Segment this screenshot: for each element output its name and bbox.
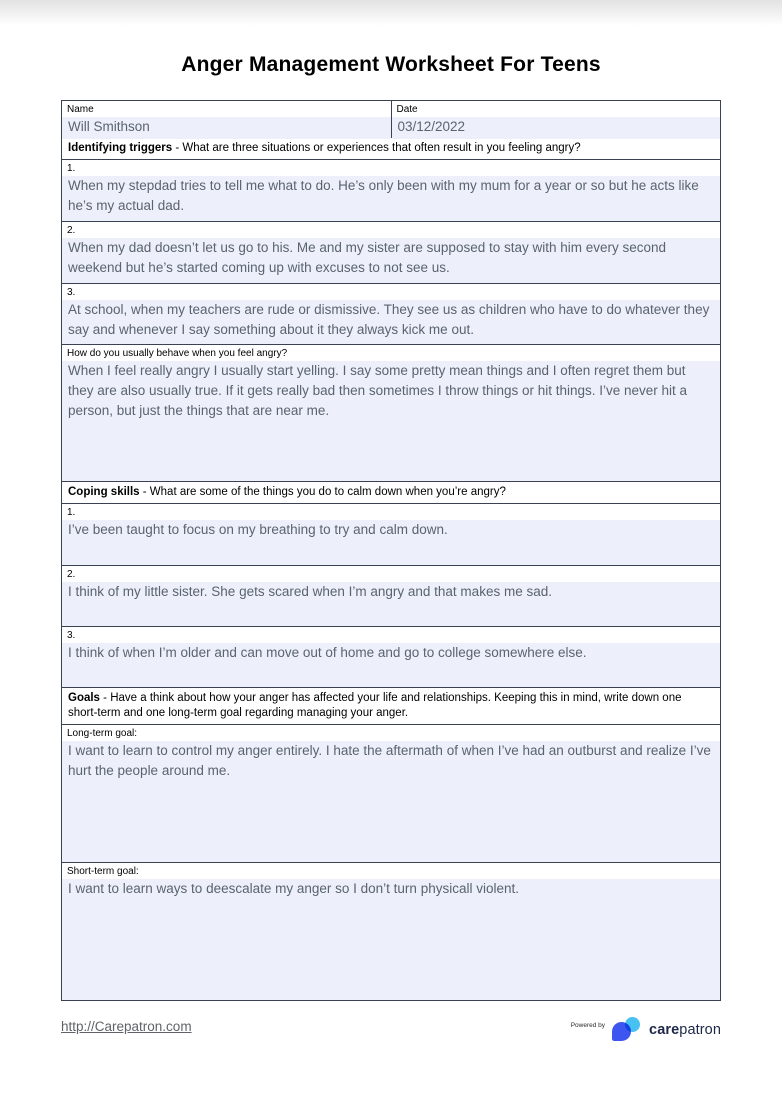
worksheet-table: [61, 100, 721, 1001]
behavior-question-label: How do you usually behave when you feel angry?: [62, 345, 720, 361]
behavior-answer[interactable]: When I feel really angry I usually start yelling. I say some pretty mean things and I often regret them but they are also usually true. If it gets really bad then sometimes I throw things or hit things. I’ve never hit a person, but just the things that are near me.: [62, 361, 720, 481]
coping-item-3: [62, 626, 720, 687]
trigger-item-2: [62, 221, 720, 283]
trigger-item-2-answer[interactable]: When my dad doesn’t let us go to his. Me and my sister are supposed to stay with him every second weekend but he’s started coming up with excuses to not see us.: [62, 238, 720, 283]
goals-section-title: Goals: [68, 692, 100, 704]
long-term-goal-row: [62, 724, 720, 862]
coping-item-1-answer[interactable]: I’ve been taught to focus on my breathing to try and calm down.: [62, 520, 720, 565]
goals-section-heading: [62, 687, 720, 724]
long-term-goal-label: Long-term goal:: [62, 725, 720, 741]
coping-item-1-number: 1.: [62, 504, 720, 520]
name-field: [62, 101, 392, 137]
coping-item-3-number: 3.: [62, 627, 720, 643]
goals-section-instructions: - Have a think about how your anger has affected your life and relationships. Keeping this in mind, write down one short-term and one long-term goal regarding managing your anger.: [68, 692, 682, 719]
carepatron-logo-icon: [612, 1017, 642, 1041]
coping-item-2: [62, 565, 720, 626]
short-term-goal-row: [62, 862, 720, 1000]
behavior-question-row: [62, 344, 720, 481]
date-field-value[interactable]: 03/12/2022: [392, 117, 721, 139]
carepatron-wordmark: [649, 1022, 721, 1038]
coping-section-title: Coping skills: [68, 486, 140, 498]
trigger-item-1: [62, 159, 720, 221]
long-term-goal-answer[interactable]: I want to learn to control my anger entirely. I hate the aftermath of when I’ve had an outburst and realize I’ve hurt the people around me.: [62, 741, 720, 862]
carepatron-brand: [571, 1017, 721, 1041]
worksheet-title: Anger Management Worksheet For Teens: [181, 53, 601, 76]
coping-item-2-answer[interactable]: I think of my little sister. She gets scared when I’m angry and that makes me sad.: [62, 582, 720, 626]
date-field: [392, 101, 721, 137]
page-footer: [61, 1017, 721, 1047]
trigger-item-3: [62, 283, 720, 344]
trigger-item-1-answer[interactable]: When my stepdad tries to tell me what to do. He’s only been with my mum for a year or so but he acts like he’s my actual dad.: [62, 176, 720, 221]
carepatron-link[interactable]: http://Carepatron.com: [61, 1019, 192, 1034]
trigger-item-2-number: 2.: [62, 222, 720, 238]
date-field-label: Date: [392, 101, 721, 117]
name-field-label: Name: [62, 101, 391, 117]
coping-section-question: - What are some of the things you do to calm down when you’re angry?: [139, 486, 506, 498]
short-term-goal-label: Short-term goal:: [62, 863, 720, 879]
worksheet-page: [61, 0, 721, 1047]
coping-item-1: [62, 503, 720, 565]
trigger-item-3-answer[interactable]: At school, when my teachers are rude or dismissive. They see us as children who have to do whatever they say and whenever I say something about it they always kick me out.: [62, 300, 720, 344]
triggers-section-heading: [62, 137, 720, 159]
name-field-value[interactable]: Will Smithson: [62, 117, 391, 139]
wordmark-patron: patron: [679, 1022, 721, 1038]
powered-by-label: Powered by: [570, 1021, 606, 1029]
coping-item-2-number: 2.: [62, 566, 720, 582]
trigger-item-3-number: 3.: [62, 284, 720, 300]
logo-circle-icon: [625, 1017, 640, 1032]
wordmark-care: care: [649, 1022, 680, 1038]
coping-item-3-answer[interactable]: I think of when I’m older and can move out of home and go to college somewhere else.: [62, 643, 720, 687]
triggers-section-question: - What are three situations or experiences that often result in you feeling angry?: [172, 142, 581, 154]
triggers-section-title: Identifying triggers: [68, 142, 173, 154]
trigger-item-1-number: 1.: [62, 160, 720, 176]
short-term-goal-answer[interactable]: I want to learn ways to deescalate my anger so I don’t turn physicall violent.: [62, 879, 720, 1000]
name-date-row: [62, 101, 720, 137]
coping-section-heading: [62, 481, 720, 503]
